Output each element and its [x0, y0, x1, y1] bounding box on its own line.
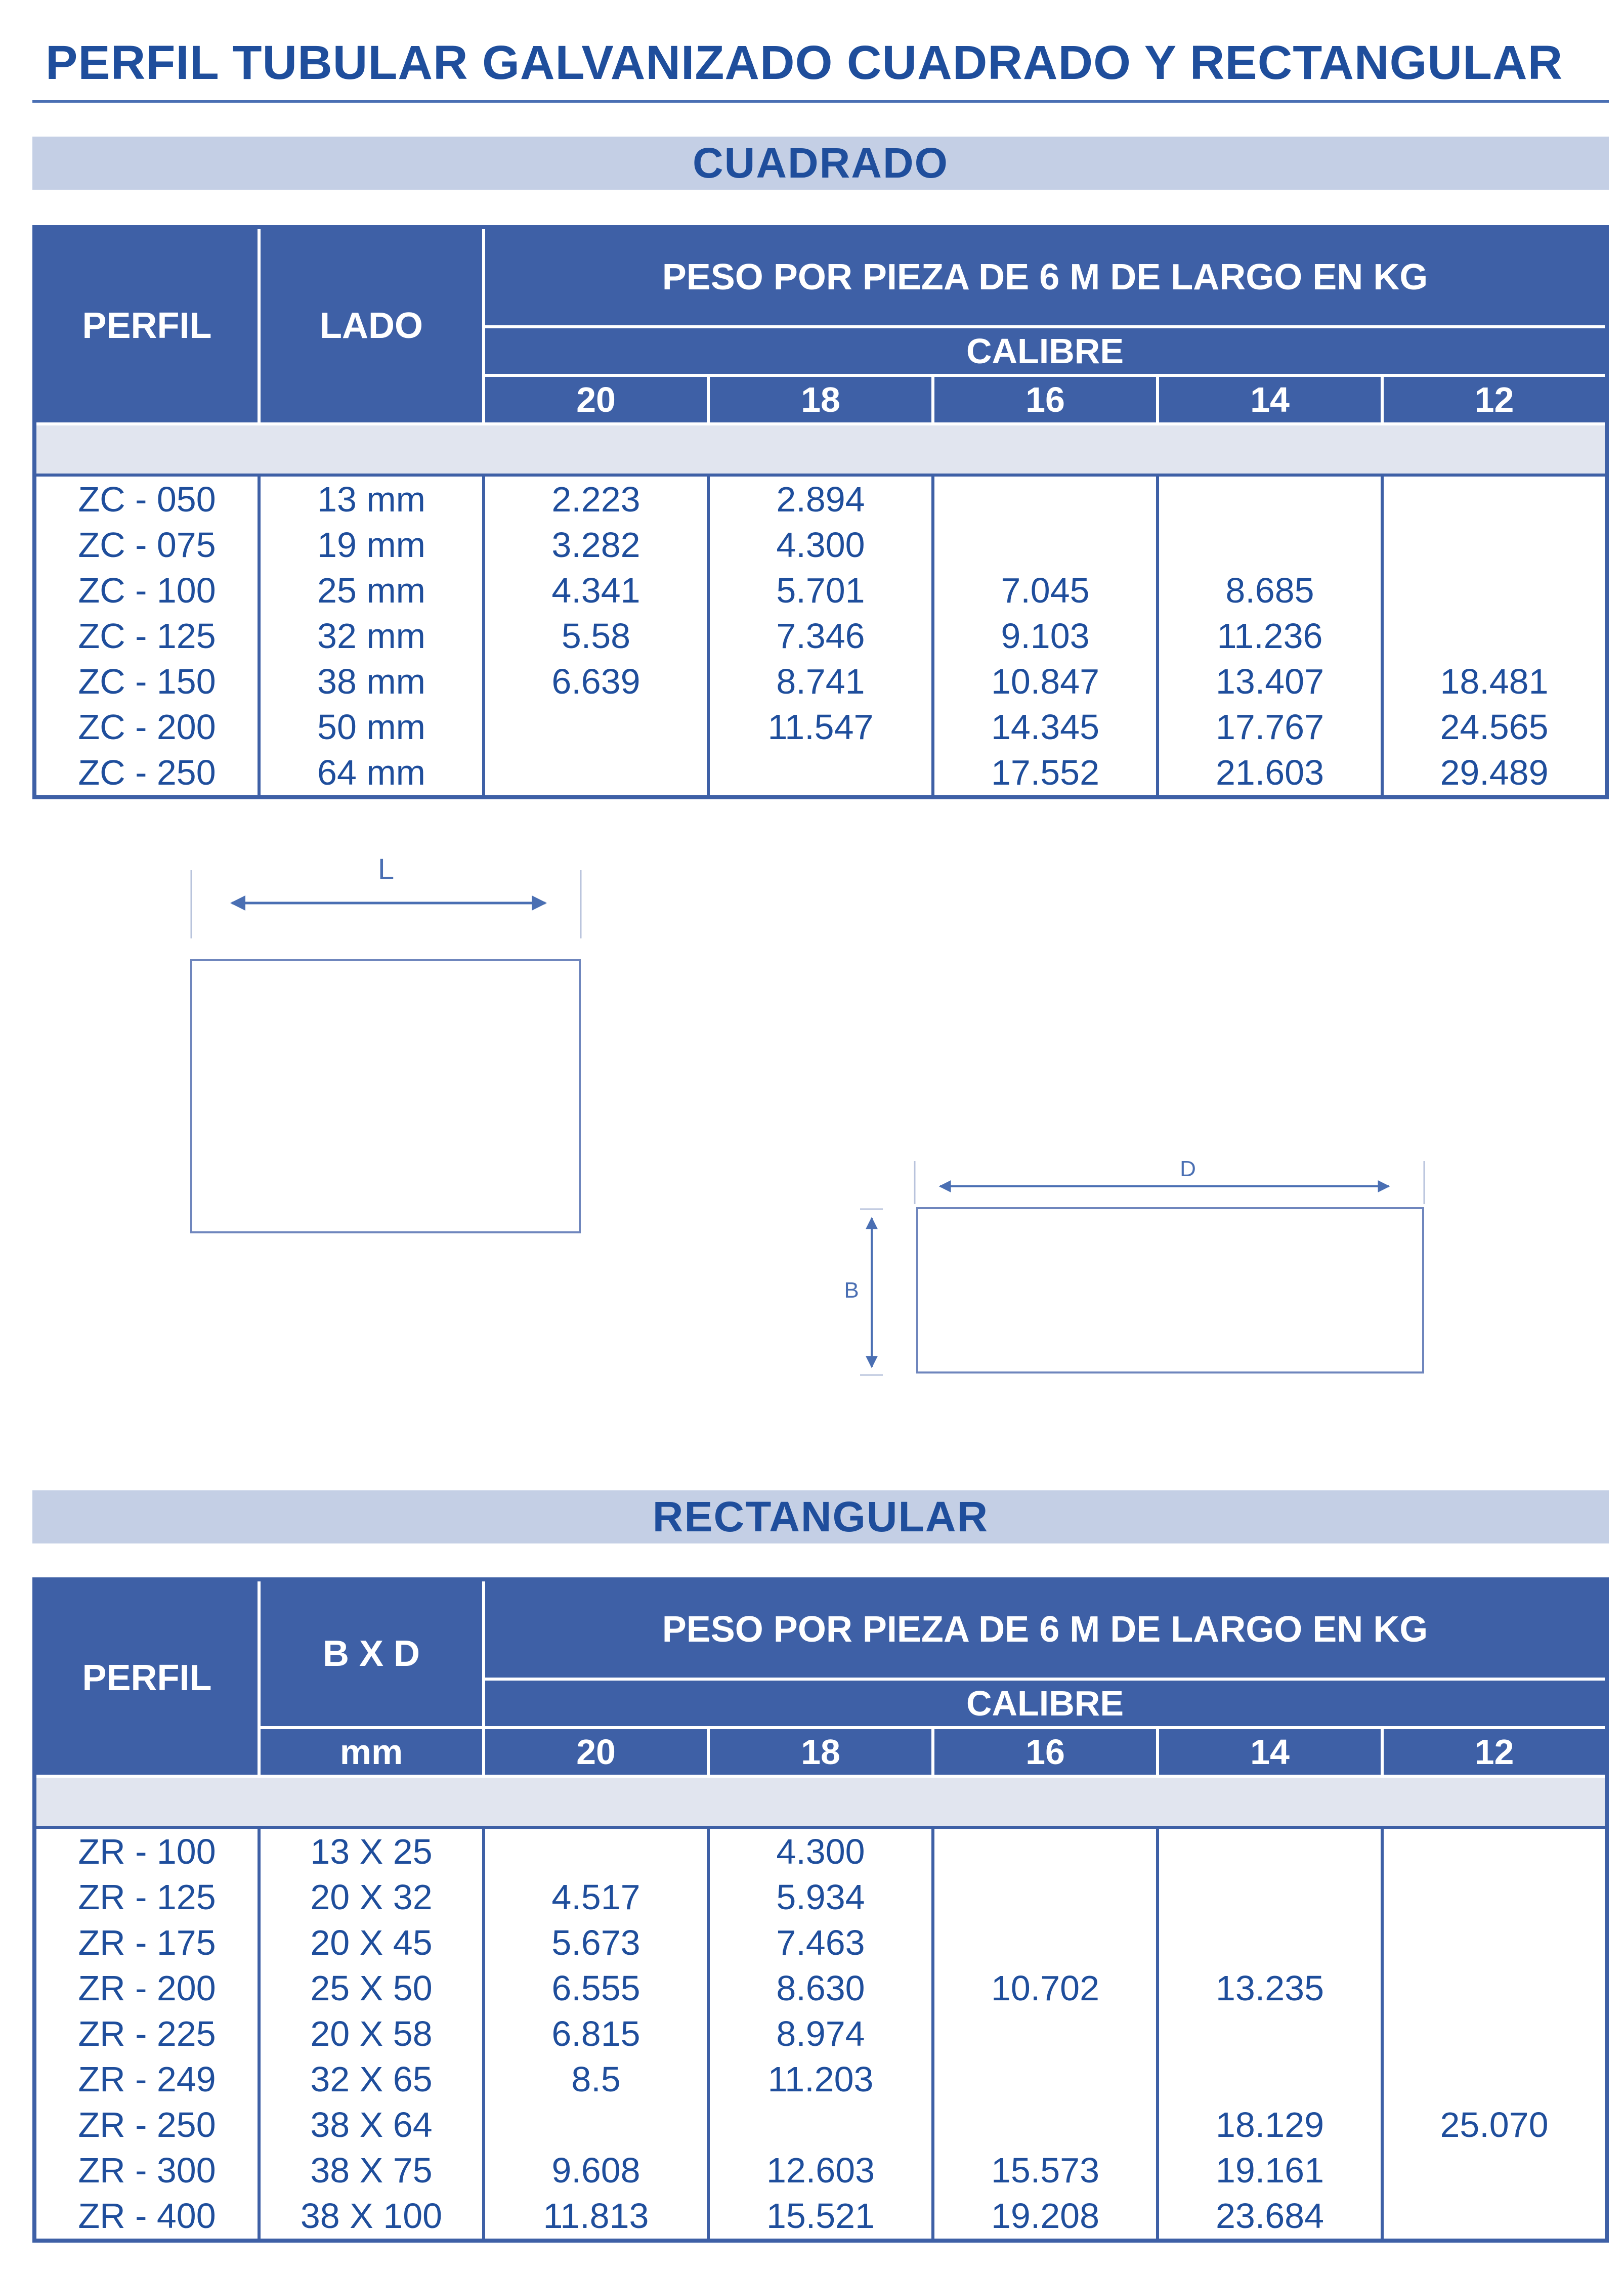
header-peso: PESO POR PIEZA DE 6 M DE LARGO EN KG — [484, 227, 1607, 327]
header-peso: PESO POR PIEZA DE 6 M DE LARGO EN KG — [484, 1579, 1607, 1679]
cell-weight: 25.070 — [1440, 2105, 1549, 2144]
cell-weight: 18.481 — [1440, 662, 1549, 701]
cell-bxd: 32 X 65 — [310, 2059, 433, 2099]
header-units: mm — [259, 1728, 484, 1776]
header-calibre: CALIBRE — [484, 1679, 1607, 1728]
cell-lado: 38 mm — [317, 662, 425, 701]
section-heading-rectangular: RECTANGULAR — [32, 1490, 1609, 1543]
cell-bxd: 38 X 75 — [310, 2151, 433, 2190]
cell-weight — [1384, 1829, 1605, 1874]
cell-perfil: ZR - 175 — [78, 1923, 216, 1962]
cell-weight: 9.608 — [551, 2151, 640, 2190]
cell-weight — [1159, 1920, 1381, 1965]
header-gauge: 12 — [1382, 375, 1607, 424]
cell-weight: 8.685 — [1225, 571, 1314, 610]
cell-lado: 13 mm — [317, 480, 425, 519]
cell-perfil: ZC - 200 — [78, 707, 216, 747]
cell-weight: 17.552 — [991, 753, 1100, 792]
label-d: D — [1180, 1156, 1196, 1181]
cell-lado: 32 mm — [317, 616, 425, 656]
header-gauge: 12 — [1382, 1728, 1607, 1776]
cell-perfil: ZR - 125 — [78, 1877, 216, 1917]
cell-weight: 7.463 — [776, 1923, 865, 1962]
column-calibre-14 — [1158, 475, 1382, 797]
cell-weight: 7.346 — [776, 616, 865, 656]
cell-weight: 6.555 — [551, 1968, 640, 2008]
cell-weight — [485, 750, 707, 795]
cell-weight — [934, 1920, 1156, 1965]
header-gauge: 14 — [1158, 375, 1382, 424]
square-diagram — [191, 853, 581, 1232]
column-calibre-20 — [484, 1827, 708, 2241]
table-cuadrado — [32, 225, 1609, 799]
section-heading-cuadrado: CUADRADO — [32, 137, 1609, 190]
header-gauge: 14 — [1158, 1728, 1382, 1776]
cell-weight: 19.208 — [991, 2196, 1100, 2236]
header-gauge: 16 — [933, 375, 1158, 424]
cell-weight: 11.547 — [767, 707, 874, 747]
cell-bxd: 20 X 32 — [310, 1877, 433, 1917]
cell-lado: 64 mm — [317, 753, 425, 792]
cell-weight — [1384, 2148, 1605, 2193]
cell-weight: 6.639 — [551, 662, 640, 701]
cell-weight — [934, 477, 1156, 522]
header-spacer — [34, 1776, 1607, 1827]
column-calibre-16 — [933, 475, 1158, 797]
cell-weight — [1159, 477, 1381, 522]
cell-weight: 14.345 — [991, 707, 1100, 747]
cell-weight — [1159, 522, 1381, 568]
square-outline — [191, 960, 580, 1232]
cell-weight — [934, 2011, 1156, 2056]
cell-weight — [934, 1829, 1156, 1874]
cell-weight: 9.103 — [1001, 616, 1090, 656]
cell-perfil: ZR - 225 — [78, 2014, 216, 2053]
cell-weight — [1384, 1965, 1605, 2011]
cell-weight: 4.300 — [776, 525, 865, 565]
table-rectangular — [32, 1577, 1609, 2243]
header-gauge: 20 — [484, 375, 708, 424]
cell-weight: 21.603 — [1215, 753, 1324, 792]
header-calibre: CALIBRE — [484, 327, 1607, 375]
cell-weight: 13.407 — [1215, 662, 1324, 701]
cell-bxd: 38 X 64 — [310, 2105, 433, 2144]
cell-weight — [710, 750, 931, 795]
cell-weight: 5.934 — [776, 1877, 865, 1917]
column-lado — [259, 475, 484, 797]
cell-perfil: ZC - 150 — [78, 662, 216, 701]
header-gauge: 18 — [708, 375, 933, 424]
cell-weight — [1159, 2056, 1381, 2102]
cell-weight — [1384, 568, 1605, 613]
cell-perfil: ZC - 075 — [78, 525, 216, 565]
cell-weight: 15.521 — [766, 2196, 875, 2236]
cell-weight: 23.684 — [1215, 2196, 1324, 2236]
header-bxd: B X D — [259, 1579, 484, 1728]
cell-bxd: 38 X 100 — [300, 2196, 443, 2236]
cell-bxd: 25 X 50 — [310, 1968, 433, 2008]
rectangle-outline — [917, 1208, 1423, 1372]
cell-weight: 5.673 — [551, 1923, 640, 1962]
cell-weight: 12.603 — [766, 2151, 875, 2190]
cell-weight — [1384, 522, 1605, 568]
cell-perfil: ZR - 249 — [78, 2059, 216, 2099]
column-calibre-12 — [1382, 475, 1607, 797]
cell-perfil: ZC - 100 — [78, 571, 216, 610]
cell-perfil: ZR - 250 — [78, 2105, 216, 2144]
cell-weight: 11.203 — [767, 2059, 874, 2099]
cell-weight: 4.341 — [551, 571, 640, 610]
column-calibre-18 — [708, 1827, 933, 2241]
cell-bxd: 13 X 25 — [310, 1832, 433, 1871]
cell-weight: 13.235 — [1215, 1968, 1324, 2008]
cell-weight: 4.517 — [551, 1877, 640, 1917]
cell-weight: 10.847 — [991, 662, 1100, 701]
cell-weight — [1384, 477, 1605, 522]
cell-bxd: 20 X 45 — [310, 1923, 433, 1962]
cell-weight: 29.489 — [1440, 753, 1549, 792]
cell-weight: 2.223 — [551, 480, 640, 519]
header-perfil: PERFIL — [34, 1579, 259, 1776]
cell-weight — [1159, 1829, 1381, 1874]
label-b: B — [844, 1278, 859, 1303]
cell-weight: 4.300 — [776, 1832, 865, 1871]
cell-weight: 10.702 — [991, 1968, 1100, 2008]
cell-weight — [934, 2056, 1156, 2102]
cell-weight: 8.974 — [776, 2014, 865, 2053]
cell-perfil: ZR - 300 — [78, 2151, 216, 2190]
cell-weight — [1159, 2011, 1381, 2056]
cell-perfil: ZC - 125 — [78, 616, 216, 656]
cell-weight — [1384, 2011, 1605, 2056]
header-perfil: PERFIL — [34, 227, 259, 424]
column-perfil — [34, 1827, 259, 2241]
cell-weight — [1384, 613, 1605, 659]
cell-weight — [1384, 1920, 1605, 1965]
cell-weight: 6.815 — [551, 2014, 640, 2053]
cell-weight — [485, 2102, 707, 2148]
cell-perfil: ZC - 050 — [78, 480, 216, 519]
cell-perfil: ZC - 250 — [78, 753, 216, 792]
cell-weight: 2.894 — [776, 480, 865, 519]
cell-weight — [485, 1829, 707, 1874]
cell-perfil: ZR - 200 — [78, 1968, 216, 2008]
column-calibre-14 — [1158, 1827, 1382, 2241]
column-calibre-16 — [933, 1827, 1158, 2241]
cell-weight — [710, 2102, 931, 2148]
cell-weight: 15.573 — [991, 2151, 1100, 2190]
header-gauge: 20 — [484, 1728, 708, 1776]
cell-weight — [1384, 2193, 1605, 2239]
cell-weight — [1159, 1874, 1381, 1920]
cell-weight: 17.767 — [1215, 707, 1324, 747]
cell-weight — [485, 704, 707, 750]
rectangle-diagram — [844, 1156, 1424, 1375]
header-spacer — [34, 424, 1607, 475]
header-gauge: 16 — [933, 1728, 1158, 1776]
cell-weight — [934, 1874, 1156, 1920]
cell-weight: 24.565 — [1440, 707, 1549, 747]
cell-lado: 25 mm — [317, 571, 425, 610]
header-gauge: 18 — [708, 1728, 933, 1776]
column-calibre-20 — [484, 475, 708, 797]
cell-weight — [1384, 2056, 1605, 2102]
cell-perfil: ZR - 400 — [78, 2196, 216, 2236]
cell-weight: 11.813 — [543, 2196, 649, 2236]
cell-perfil: ZR - 100 — [78, 1832, 216, 1871]
header-lado: LADO — [259, 227, 484, 424]
cell-bxd: 20 X 58 — [310, 2014, 433, 2053]
cell-weight: 18.129 — [1215, 2105, 1324, 2144]
cell-lado: 50 mm — [317, 707, 425, 747]
label-l: L — [377, 853, 395, 886]
cell-weight — [934, 522, 1156, 568]
column-perfil — [34, 475, 259, 797]
cell-weight: 8.5 — [571, 2059, 621, 2099]
column-calibre-18 — [708, 475, 933, 797]
cell-weight: 7.045 — [1001, 571, 1090, 610]
cell-weight — [934, 2102, 1156, 2148]
cell-weight: 8.630 — [776, 1968, 865, 2008]
cell-weight: 3.282 — [551, 525, 640, 565]
cell-weight: 11.236 — [1217, 616, 1323, 656]
cell-weight: 19.161 — [1215, 2151, 1324, 2190]
cell-lado: 19 mm — [317, 525, 425, 565]
cell-weight: 5.58 — [561, 616, 631, 656]
cell-weight: 8.741 — [776, 662, 865, 701]
title-underline — [32, 100, 1609, 103]
column-calibre-12 — [1382, 1827, 1607, 2241]
cell-weight: 5.701 — [776, 571, 865, 610]
profile-diagrams — [0, 830, 1624, 1437]
cell-weight — [1384, 1874, 1605, 1920]
column-bxd — [259, 1827, 484, 2241]
page-title: PERFIL TUBULAR GALVANIZADO CUADRADO Y RECTANGULAR — [46, 36, 1563, 90]
